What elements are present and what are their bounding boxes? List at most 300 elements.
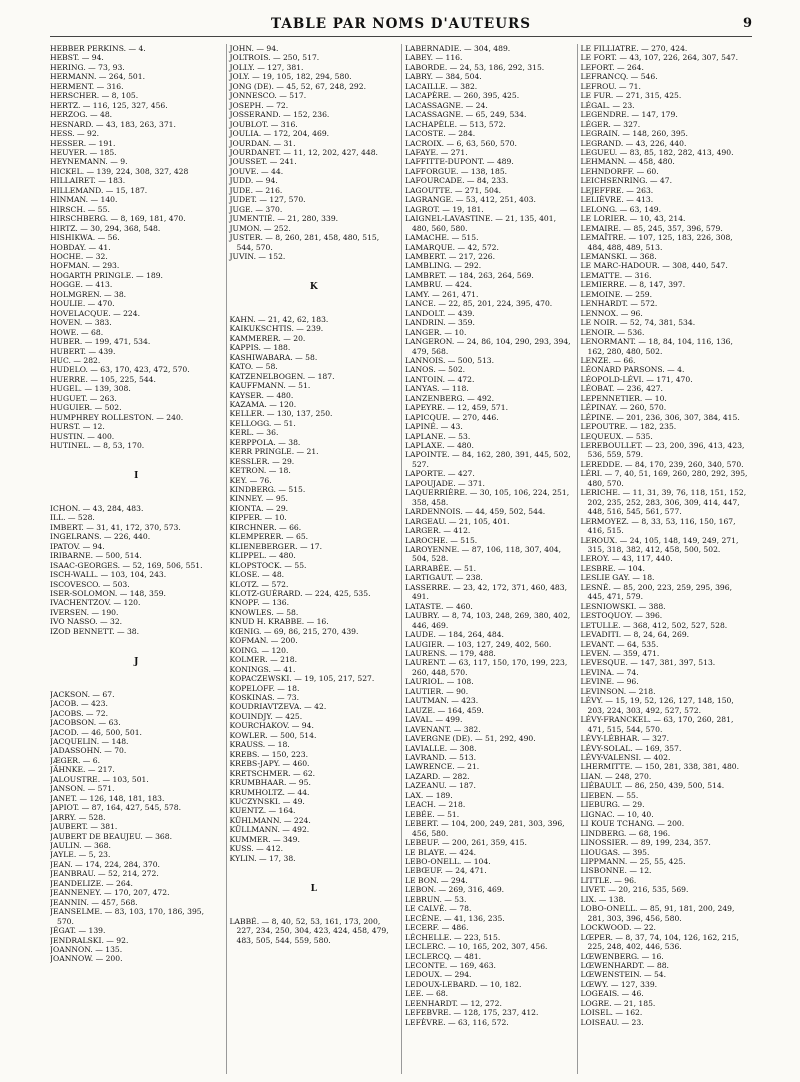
index-entry: KAMMERER. — 20. (229, 333, 306, 343)
index-entry: LEBÉE. — 51. (405, 809, 460, 819)
index-entry: KAZAMA. — 120. (229, 399, 297, 409)
index-entry: LAWRENCE. — 21. (405, 762, 480, 772)
index-entry: HUGUET. — 263. (50, 393, 117, 403)
index-entry: HINMAN. — 140. (50, 195, 118, 205)
index-entry: LEVINA. — 74. (580, 667, 639, 677)
index-entry: LAQUERRIÈRE. — 30, 105, 106, 224, 251, 358, 458. (405, 488, 570, 507)
index-entry: KREBS. — 150, 223. (229, 749, 309, 759)
index-entry: JUDE. — 216. (229, 185, 283, 195)
index-entry: LANDRIN. — 359. (405, 318, 475, 328)
index-entry: HICKEL. — 139, 224, 308, 327, 428 (50, 166, 189, 176)
index-entry: LEMANSKI. — 368. (580, 251, 657, 261)
index-entry: LOGEAIS. — 46. (580, 989, 644, 999)
index-entry: JADASSOHN. — 70. (50, 746, 127, 756)
index-entry: HESS. — 92. (50, 129, 100, 139)
index-entry: LAUTMAN. — 423. (405, 696, 479, 706)
index-entry: LAMBERT. — 217, 226. (405, 251, 496, 261)
index-entry: LAFOURCADE. — 84, 233. (405, 176, 509, 186)
index-entry: KETRON. — 18. (229, 466, 291, 476)
index-entry: LEFEBVRE. — 128, 175, 237, 412. (405, 1008, 539, 1018)
index-entry: LEBERT. — 104, 200, 249, 281, 303, 396, 456, 580. (405, 819, 565, 838)
index-entry: LIVET. — 20, 216, 535, 569. (580, 885, 689, 895)
index-entry: JOULIA. — 172, 204, 469. (229, 129, 330, 139)
index-entry: LEMIERRE. — 8, 147, 397. (580, 280, 686, 290)
index-column (50, 44, 226, 1074)
index-entry: LAURENT. — 63, 117, 150, 170, 199, 223, 260, 448, 570. (405, 658, 568, 677)
index-entry: LERICHE. — 11, 31, 39, 76, 118, 151, 152, 202, 235, 252, 283, 306, 309, 414, 447, 448, 516, 545, 561, 577. (580, 488, 747, 517)
index-entry: LAGOUTTE. — 271, 504. (405, 185, 502, 195)
index-entry: LAPLANE. — 53. (405, 431, 471, 441)
index-entry: LAVENANT. — 382. (405, 724, 481, 734)
index-entry: HEYNEMANN. — 9. (50, 157, 128, 167)
index-entry: KÜHLMANN. — 224. (229, 815, 311, 825)
index-entry: HERSCHER. — 8, 105. (50, 91, 139, 101)
index-entry: IPATOV. — 94. (50, 541, 105, 551)
index-entry: HESSER. — 191. (50, 138, 116, 148)
index-entry: LESBRE. — 104. (580, 563, 645, 573)
index-entry: HIRSCHBERG. — 8, 169, 181, 470. (50, 214, 186, 224)
index-entry: LEICHSENRING. — 47. (580, 176, 672, 186)
index-entry: JOURDAN. — 31. (229, 138, 296, 148)
index-entry: HERTZ. — 116, 125, 327, 456. (50, 100, 168, 110)
index-entry: LARGEAU. — 21, 105, 401. (405, 516, 510, 526)
index-entry: JUMENTIÉ. — 21, 280, 339. (229, 214, 339, 224)
index-entry: LEBEUF. — 200, 261, 359, 415. (405, 838, 527, 848)
index-entry: KLEMPERER. — 65. (229, 532, 309, 542)
index-entry: HIRTZ. — 30, 294, 368, 548. (50, 223, 161, 233)
index-entry: HEBST. — 94. (50, 53, 104, 63)
index-entry: INGELRANS. — 226, 440. (50, 532, 151, 542)
index-entry: LEE. — 68. (405, 989, 449, 999)
index-entry: JÉGAT. — 139. (50, 926, 106, 936)
index-entry: LAVRAND. — 513. (405, 752, 477, 762)
index-entry: LEROY. — 43, 117, 440. (580, 554, 673, 564)
index-entry: LHERMITTE. — 150, 281, 338, 381, 480. (580, 762, 740, 772)
index-entry: LEHMANN. — 458, 480. (580, 157, 675, 167)
index-entry: LESNÉ. — 85, 200, 223, 259, 295, 396, 445, 471, 579. (580, 582, 732, 602)
section-letter: J (134, 657, 139, 668)
index-entry: LAUZE. — 164, 459. (405, 705, 484, 715)
index-entry: LÉVY-VALENSI. — 402. (580, 752, 671, 762)
index-entry: LIGNAC. — 10, 40. (580, 809, 654, 819)
index-entry: HOWE. — 68. (50, 327, 104, 337)
index-entry: JOANNON. — 135. (50, 944, 123, 954)
index-entry: LAFFITTE-DUPONT. — 489. (405, 157, 514, 167)
index-entry: LEGUEU. — 83, 85, 182, 282, 413, 490. (580, 147, 734, 157)
index-entry: LESLIE GAY. — 18. (580, 573, 655, 583)
index-entry: HOFMAN. — 293. (50, 261, 120, 271)
index-entry: LIÉBAULT. — 86, 250, 439, 500, 514. (580, 781, 725, 791)
index-entry: JENDRALSKI. — 92. (50, 935, 129, 945)
index-entry: LI KOUE TCHANG. — 200. (580, 819, 685, 829)
index-entry: JUMON. — 252. (229, 223, 291, 233)
index-entry: KRETSCHMER. — 62. (229, 768, 316, 778)
index-entry: LAUBRY. — 8, 74, 103, 248, 269, 380, 402, 446, 469. (405, 611, 571, 630)
index-entry: LANZENBERG. — 492. (405, 393, 495, 403)
index-entry: HUBER. — 199, 471, 534. (50, 337, 151, 347)
index-entry: KAYSER. — 480. (229, 390, 294, 400)
index-entry: LANGERON. — 24, 86, 104, 290, 293, 394, 479, 568. (405, 337, 571, 356)
index-entry: LŒWENHARDT. — 88. (580, 960, 669, 970)
index-entry: LEBRUN. — 53. (405, 894, 467, 904)
index-entry: LAUDE. — 184, 264, 484. (405, 630, 504, 640)
index-entry: KOPACZEWSKI. — 19, 105, 217, 527. (229, 674, 375, 684)
index-entry: JAUBERT. — 381. (50, 822, 118, 832)
index-entry: ILL. — 528. (50, 513, 95, 523)
index-entry: LABBÉ. — 8, 40, 52, 53, 161, 173, 200, 227, 234, 250, 304, 423, 424, 458, 479, 483, 505, 544, 559, 580. (229, 916, 389, 945)
index-entry: ISCOVESCO. — 503. (50, 579, 130, 589)
index-entry: JAYLE. — 5, 23. (50, 850, 111, 860)
index-entry: JEANDELIZE. — 264. (50, 878, 133, 888)
index-entry: LACROIX. — 6, 63, 560, 570. (405, 138, 517, 148)
index-entry: ICHON. — 43, 284, 483. (50, 503, 144, 513)
index-entry: HEUYER. — 185. (50, 147, 117, 157)
index-entry: LEFRANCQ. — 546. (580, 72, 658, 82)
index-entry: LAROCHE. — 515. (405, 535, 478, 545)
index-entry: LECLERCQ. — 481. (405, 951, 482, 961)
index-entry: ISER-SOLOMON. — 148, 359. (50, 589, 166, 599)
index-entry: KÜLLMANN. — 492. (229, 825, 310, 835)
index-entry: JOUSSET. — 241. (229, 157, 297, 167)
index-entry: KLOTZ. — 572. (229, 579, 289, 589)
index-entry: HEBBER PERKINS. — 4. (50, 44, 146, 53)
index-entry: LAX. — 189. (405, 790, 453, 800)
index-entry: KŒNIG. — 69, 86, 215, 270, 439. (229, 626, 359, 636)
index-entry: KOUINDJY. — 425. (229, 711, 303, 721)
index-entry: ISCH-WALL. — 103, 104, 243. (50, 570, 167, 580)
index-entry: LARDENNOIS. — 44, 459, 502, 544. (405, 507, 546, 517)
index-entry: LELIÈVRE. — 413. (580, 195, 654, 205)
index-entry: KELLER. — 130, 137, 250. (229, 409, 333, 419)
index-entry: LESNIOWSKI. — 388. (580, 601, 666, 611)
index-entry: LELONG. — 63, 149. (580, 204, 662, 214)
index-entry: LERMOYEZ. — 8, 33, 53, 116, 150, 167, 416, 515. (580, 516, 736, 536)
index-entry: LEMOINE. — 259. (580, 289, 653, 299)
index-entry: LÉGER. — 327. (580, 119, 641, 129)
index-entry: LE FUR. — 271, 315, 425. (580, 91, 682, 101)
index-entry: LEHNDORFF. — 60. (580, 166, 659, 176)
index-entry: LEBŒUF. — 24, 471. (405, 866, 487, 876)
index-column (577, 44, 753, 1074)
index-entry: LAVIALLE. — 308. (405, 743, 477, 753)
index-entry: KIRCHNER. — 66. (229, 522, 302, 532)
index-entry: LÉGAL. — 23. (580, 100, 635, 110)
index-entry: LACAILLE. — 382. (405, 81, 478, 91)
index-entry: LOBO-ONELL. — 85, 91, 181, 200, 249, 281, 303, 396, 456, 580. (580, 904, 735, 923)
index-entry: IVACHENTZOV. — 120. (50, 598, 141, 608)
index-entry: KRAUSS. — 18. (229, 740, 290, 750)
index-entry: LAUGIER. — 103, 127, 249, 402, 560. (405, 639, 552, 649)
index-entry: HOCHE. — 32. (50, 251, 108, 261)
index-entry: JACQUELIN. — 148. (50, 737, 129, 746)
index-entry: LE BLAYE. — 424. (405, 847, 477, 857)
index-entry: KOURCHAKOV. — 94. (229, 721, 314, 731)
index-entry: LAURIOL. — 108. (405, 677, 474, 687)
index-entry: HERMENT. — 316. (50, 81, 124, 91)
index-entry: LINOSSIER. — 89, 199, 234, 357. (580, 838, 711, 848)
index-entry: LÉVY-SOLAL. — 169, 357. (580, 743, 682, 753)
index-entry: KINDBERG. — 515. (229, 485, 306, 495)
index-entry: LEQUEUX. — 535. (580, 431, 653, 441)
section-letter: I (134, 471, 139, 482)
index-entry: KYLIN. — 17, 38. (229, 853, 296, 863)
index-entry: HIRSCH. — 55. (50, 204, 110, 214)
index-entry: JEANSELME. — 83, 103, 170, 186, 395, 570. (50, 907, 205, 926)
index-entry: LEFÈVRE. — 63, 116, 572. (405, 1017, 509, 1027)
index-entry: KOLMER. — 218. (229, 655, 298, 665)
index-entry: KERL. — 36. (229, 428, 279, 438)
index-entry: LEFORT. — 264. (580, 62, 644, 72)
index-entry: LAGROT. — 19, 181. (405, 204, 484, 214)
index-entry: JACOBS. — 72. (50, 708, 108, 718)
index-entry: HILLAIRET. — 183. (50, 176, 126, 186)
index-entry: LE BON. — 294. (405, 875, 468, 885)
index-entry: HOLMGREN. — 38. (50, 289, 127, 299)
index-entry: HOULIE. — 470. (50, 299, 115, 309)
index-entry: LACASSAGNE. — 65, 249, 534. (405, 110, 527, 120)
index-entry: LANNOIS. — 500, 513. (405, 355, 495, 365)
index-entry: LARRABÉE. — 51. (405, 563, 477, 573)
index-entry: KERPPOLA. — 38. (229, 437, 301, 447)
index-entry: LAIGNEL-LAVASTINE. — 21, 135, 401, 480, 560, 580. (405, 214, 556, 233)
index-entry: KATZENELBOGEN. — 187. (229, 371, 335, 381)
index-entry: LACASSAGNE. — 24. (405, 100, 488, 110)
page-header (50, 14, 752, 37)
index-entry: LAMARQUE. — 42, 572. (405, 242, 499, 252)
index-entry: KAUFFMANN. — 51. (229, 381, 311, 391)
index-entry: LANGER. — 10. (405, 327, 467, 337)
index-entry: KUCZYNSKI. — 49. (229, 796, 305, 806)
index-entry: LAZEANU. — 187. (405, 781, 476, 791)
index-entry: LEDOUX-LEBARD. — 10, 182. (405, 979, 522, 989)
index-entry: KERR PRINGLE. — 21. (229, 447, 319, 457)
index-entry: LEBO-ONELL. — 104. (405, 856, 491, 866)
index-entry: LEGRAND. — 43, 226, 440. (580, 138, 687, 148)
index-entry: ISAAC-GEORGES. — 52, 169, 506, 551. (50, 560, 203, 570)
index-entry: KUENTZ. — 164. (229, 806, 296, 816)
index-entry: LECERF. — 486. (405, 923, 469, 933)
index-entry: JAUBERT DE BEAUJEU. — 368. (50, 831, 172, 841)
index-entry: IZOD BENNETT. — 38. (50, 626, 140, 636)
index-entry: LEVINE. — 96. (580, 677, 639, 687)
index-entry: LEVADITI. — 8, 24, 64, 269. (580, 630, 690, 640)
index-entry: LAUTIER. — 90. (405, 686, 469, 696)
index-entry: JUGE. — 370. (229, 204, 283, 214)
index-entry: LAPINÉ. — 43. (405, 422, 463, 432)
index-entry: HURST. — 12. (50, 422, 105, 432)
index-entry: LEVINSON. — 218. (580, 686, 656, 696)
index-entry: JÆGER. — 6. (50, 755, 101, 765)
section-letter: L (310, 884, 317, 895)
index-entry: LEGENDRE. — 147, 179. (580, 110, 678, 120)
index-entry: LOISEAU. — 23. (580, 1017, 644, 1027)
index-entry: LINDBERG. — 68, 196. (580, 828, 671, 838)
index-entry: HUGUIER. — 502. (50, 403, 122, 413)
index-entry: LAROYENNE. — 87, 106, 118, 307, 404, 504, 528. (405, 545, 562, 564)
index-entry: LÉOPOLD-LÉVI. — 171, 470. (580, 374, 693, 384)
index-entry: LOISEL. — 162. (580, 1008, 643, 1018)
index-entry: KNOWLES. — 58. (229, 607, 299, 617)
index-entry: JAPIOT. — 87, 164, 427, 545, 578. (50, 803, 182, 813)
index-entry: LEMATTE. — 316. (580, 270, 652, 280)
index-entry: LITTLE. — 96. (580, 875, 637, 885)
index-entry: LEVEN. — 359, 471. (580, 649, 660, 658)
index-columns (50, 44, 752, 1074)
index-entry: JALOUSTRE. — 103, 501. (50, 774, 149, 784)
index-entry: HUERRE. — 105, 225, 544. (50, 374, 156, 384)
index-entry: JARRY. — 528. (50, 812, 106, 822)
index-entry: KUMMER. — 349. (229, 834, 300, 844)
page-number: 9 (742, 16, 752, 31)
index-entry: JANET. — 126, 148, 181, 183. (50, 793, 165, 803)
index-entry: LANOS. — 502. (405, 365, 466, 375)
index-entry: KATO. — 58. (229, 362, 278, 372)
index-entry: LATASTE. — 460. (405, 601, 473, 611)
index-entry: LABERNADIE. — 304, 489. (405, 44, 511, 53)
index-entry: LAPOUJADE. — 371. (405, 478, 485, 488)
index-entry: LÉPINAY. — 260, 570. (580, 403, 667, 413)
index-entry: LAPLAXE. — 480. (405, 441, 474, 451)
index-entry: KOUDRIAVTZEVA. — 42. (229, 702, 327, 712)
index-entry: LIEBEN. — 55. (580, 790, 639, 800)
index-entry: LÉRI. — 7, 40, 51, 169, 260, 280, 292, 395, 480, 570. (580, 469, 748, 488)
index-entry: LÉVY-FRANCKEL. — 63, 170, 260, 281, 471, 515, 544, 570. (580, 715, 734, 734)
index-entry: HUBERT. — 439. (50, 346, 116, 356)
index-entry: LAURENS. — 179, 488. (405, 649, 496, 658)
index-entry: HUSTIN. — 400. (50, 431, 115, 441)
index-entry: LIX. — 138. (580, 894, 626, 904)
index-entry: KNUD H. KRABBE. — 16. (229, 617, 329, 627)
index-entry: KAPPIS. — 188. (229, 343, 291, 353)
index-entry: JEANNENEY. — 170, 207, 472. (50, 888, 170, 898)
index-entry: JUDD. — 94. (229, 176, 278, 186)
index-entry: LAMACHE. — 515. (405, 233, 479, 243)
index-entry: HERING. — 73, 93. (50, 62, 125, 72)
index-entry: JOLY. — 19, 105, 182, 294, 580. (229, 72, 352, 82)
index-entry: KOPELOFF. — 18. (229, 683, 300, 693)
index-entry: HOGGE. — 413. (50, 280, 113, 290)
index-entry: JOSSERAND. — 152, 236. (229, 110, 330, 120)
index-entry: LAPEYRE. — 12, 459, 571. (405, 403, 509, 413)
index-entry: JÄHNKE. — 217. (50, 765, 115, 775)
index-entry: KOSKINAS. — 73. (229, 693, 300, 702)
index-entry: HESNARD. — 43, 183, 263, 371. (50, 119, 176, 129)
index-entry: KELLOGG. — 51. (229, 418, 296, 428)
index-entry: JOHN. — 94. (229, 44, 279, 53)
index-entry: LÉVY. — 15, 19, 52, 126, 127, 148, 150, 203, 224, 303, 492, 527, 572. (580, 696, 734, 715)
index-entry: LAMBRET. — 184, 263, 264, 569. (405, 270, 534, 280)
index-entry: KINNEY. — 95. (229, 494, 288, 504)
index-entry: LASSERRE. — 23, 42, 172, 371, 460, 483, 491. (405, 582, 568, 602)
index-entry: IRIBARNE. — 500, 514. (50, 551, 142, 561)
index-entry: KEY. — 76. (229, 475, 272, 485)
index-entry: KLOPSTOCK. — 55. (229, 560, 307, 570)
index-entry: KAHN. — 21, 42, 62, 183. (229, 314, 329, 324)
index-entry: HISHIKWA. — 56. (50, 233, 120, 243)
index-entry: LŒWENSTEIN. — 54. (580, 970, 667, 980)
index-entry: JACKSON. — 67. (50, 689, 115, 699)
index-entry: LEENHARDT. — 12, 272. (405, 998, 502, 1008)
index-entry: HERMANN. — 264, 501. (50, 72, 146, 82)
index-entry: LÉOBAT. — 236, 427. (580, 384, 663, 394)
index-entry: LAFFORGUE. — 138, 185. (405, 166, 508, 176)
index-entry: JONNESCO. — 517. (229, 91, 307, 101)
index-entry: LAVERGNE (DE). — 51, 292, 490. (405, 734, 536, 744)
index-entry: KOFMAN. — 200. (229, 636, 298, 646)
index-entry: JAULIN. — 368. (50, 840, 111, 850)
index-entry: JEANBRAU. — 52, 214, 272. (50, 869, 159, 879)
index-entry: LÉPINE. — 201, 236, 306, 307, 384, 415. (580, 412, 740, 422)
index-entry: LEJEFFRE. — 263. (580, 185, 654, 195)
index-entry: LE FORT. — 43, 107, 226, 264, 307, 547. (580, 53, 739, 63)
index-entry: LEREBOULLET. — 23, 200, 396, 413, 423, 536, 559, 579. (580, 441, 745, 460)
index-entry: LECLERC. — 10, 165, 202, 307, 456. (405, 942, 548, 952)
index-entry: KRUMBHAAR. — 95. (229, 778, 311, 788)
index-entry: LANTOIN. — 472. (405, 374, 475, 384)
index-entry: JACOB. — 423. (50, 699, 108, 709)
index-entry: LEBON. — 269, 316, 469. (405, 885, 505, 895)
index-entry: LARGER. — 412. (405, 526, 471, 536)
page-title: TABLE PAR NOMS D'AUTEURS (271, 16, 531, 32)
index-entry: LEMAIRE. — 85, 245, 357, 396, 579. (580, 223, 723, 233)
index-entry: HUGEL. — 139, 308. (50, 384, 131, 394)
index-entry: LAFAYE. — 271. (405, 147, 468, 157)
index-entry: LEACH. — 218. (405, 800, 466, 810)
index-entry: HUMPHREY ROLLESTON. — 240. (50, 412, 184, 422)
index-entry: LEMAÎTRE. — 107, 125, 183, 226, 308, 484, 488, 489, 513. (580, 233, 733, 252)
index-entry: LEDOUX. — 294. (405, 970, 472, 980)
index-entry: JOANNOW. — 200. (50, 954, 123, 964)
index-entry: KIPFER. — 10. (229, 513, 287, 523)
index-entry: LŒWY. — 127, 339. (580, 979, 658, 989)
index-entry: KLIPPEL. — 480. (229, 551, 296, 561)
index-entry: LENZE. — 66. (580, 355, 636, 365)
index-column (401, 44, 577, 1074)
index-entry: JOUVE. — 44. (229, 166, 284, 176)
index-entry: HERZOG. — 48. (50, 110, 113, 120)
index-entry: KUSS. — 412. (229, 844, 284, 854)
index-entry: LABORDE. — 24, 53, 186, 292, 315. (405, 62, 545, 72)
index-entry: JACOBSON. — 63. (50, 718, 121, 728)
index-entry: KAIKUKSCHTIS. — 239. (229, 324, 324, 334)
index-entry: LAMY. — 261, 471. (405, 289, 479, 299)
index-entry: JOURDANET. — 11, 12, 202, 427, 448. (229, 147, 378, 157)
index-entry: LEREDDE. — 84, 170, 239, 260, 340, 570. (580, 459, 744, 469)
index-entry: JOLTROIS. — 250, 517. (229, 53, 320, 63)
index-entry: LEVESQUE. — 147, 381, 397, 513. (580, 658, 716, 668)
index-entry: LŒWENBERG. — 16. (580, 951, 664, 961)
index-entry: LARTIGAUT. — 238. (405, 573, 483, 583)
index-entry: LECONTE. — 169, 463. (405, 960, 496, 970)
index-entry: JUDET. — 127, 570. (229, 195, 306, 205)
index-entry: LACAPÈRE. — 260, 395, 425. (405, 91, 520, 101)
index-entry: KOWLER. — 500, 514. (229, 730, 317, 740)
index-entry: HOVELACQUE. — 224. (50, 308, 140, 318)
index-entry: KLIENEBERGER. — 17. (229, 541, 323, 551)
index-entry: LEPENNETIER. — 10. (580, 393, 667, 403)
index-entry: LETULLE. — 368, 412, 502, 527, 528. (580, 620, 728, 630)
index-entry: LAGRANGE. — 53, 412, 251, 403. (405, 195, 536, 205)
index-entry: LESTOQUOY. — 396. (580, 611, 663, 621)
index-entry: LAMBLING. — 292. (405, 261, 482, 271)
index-entry: KOING. — 120. (229, 645, 289, 655)
index-entry: HOVEN. — 383. (50, 318, 112, 328)
index-entry: JONG (DE). — 45, 52, 67, 248, 292. (229, 81, 366, 91)
index-entry: HILLEMAND. — 15, 187. (50, 185, 148, 195)
index-entry: JEANNIN. — 457, 568. (50, 897, 138, 907)
index-entry: LEPOUTRE. — 182, 235. (580, 422, 677, 432)
index-entry: LOCKWOOD. — 22. (580, 923, 656, 933)
